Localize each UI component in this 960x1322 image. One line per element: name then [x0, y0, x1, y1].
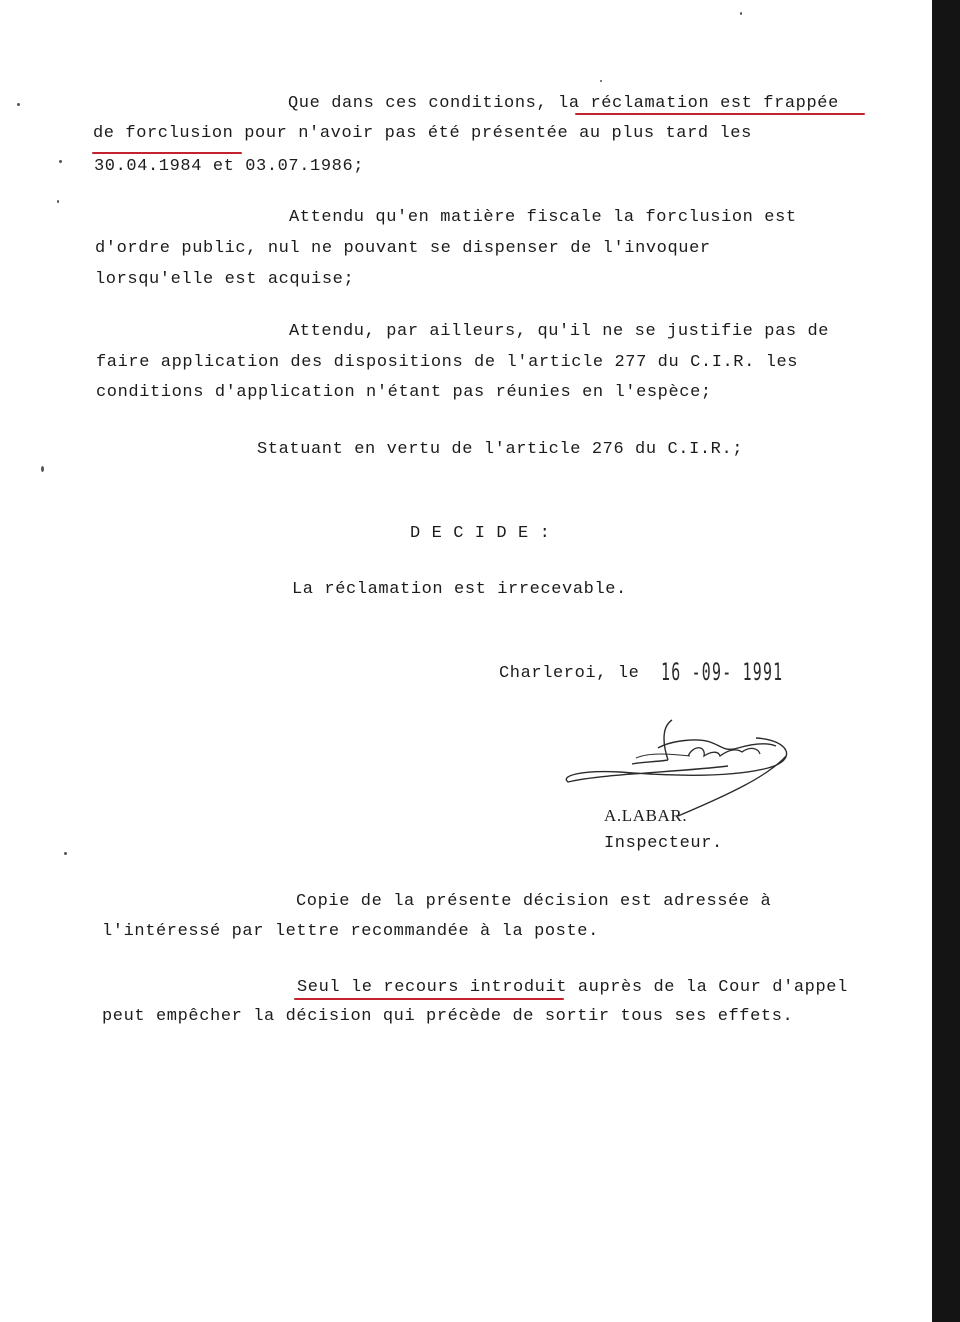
para1-line3: 30.04.1984 et 03.07.1986;: [94, 157, 365, 176]
para4-line1: Statuant en vertu de l'article 276 du C.I.R.;: [257, 440, 744, 459]
copy-notice-line1: Copie de la présente décision est adressée à: [296, 892, 772, 911]
para2-line2: d'ordre public, nul ne pouvant se dispenser de l'invoquer: [95, 239, 711, 258]
signatory-name: A.LABAR.: [604, 806, 688, 825]
para1-highlight-1: la réclamation est frappée: [558, 94, 839, 113]
place-label: Charleroi, le: [499, 664, 640, 683]
scan-speck: [740, 12, 742, 15]
para1-line1-prefix: Que dans ces conditions,: [288, 94, 559, 113]
scan-speck: [59, 160, 62, 163]
scan-speck: [41, 466, 44, 472]
para1-line1: [288, 94, 839, 113]
red-underline-1: [575, 113, 865, 115]
para1-line2: [93, 124, 752, 143]
red-underline-3: [294, 998, 564, 1000]
appeal-notice-line1: [297, 978, 848, 997]
para2-line1: Attendu qu'en matière fiscale la forclusion est: [289, 208, 797, 227]
para3-line2: faire application des dispositions de l'article 277 du C.I.R. les: [96, 353, 799, 372]
appeal-notice-line2: peut empêcher la décision qui précède de sortir tous ses effets.: [102, 1007, 794, 1026]
para1-line2-rest: pour n'avoir pas été présentée au plus tard les: [233, 124, 752, 143]
para2-line3: lorsqu'elle est acquise;: [95, 270, 355, 289]
scan-edge-shadow: [932, 0, 960, 1322]
para1-highlight-2: de forclusion: [93, 124, 234, 143]
appeal-line1-rest: auprès de la Cour d'appel: [567, 978, 848, 997]
signatory-title: Inspecteur.: [604, 834, 723, 853]
scan-speck: [64, 852, 67, 855]
scan-speck: [57, 200, 59, 203]
para3-line3: conditions d'application n'étant pas réunies en l'espèce;: [96, 383, 712, 402]
para3-line1: Attendu, par ailleurs, qu'il ne se justifie pas de: [289, 322, 830, 341]
decision-text: La réclamation est irrecevable.: [292, 580, 627, 599]
copy-notice-line2: l'intéressé par lettre recommandée à la poste.: [102, 922, 599, 941]
appeal-highlight: Seul le recours introduit: [297, 978, 568, 997]
scan-speck: [17, 103, 20, 106]
date-stamp: 16 -09- 1991: [661, 658, 784, 686]
decision-heading: D E C I D E :: [410, 524, 551, 543]
red-underline-2: [92, 152, 242, 154]
scan-speck: [600, 80, 602, 82]
